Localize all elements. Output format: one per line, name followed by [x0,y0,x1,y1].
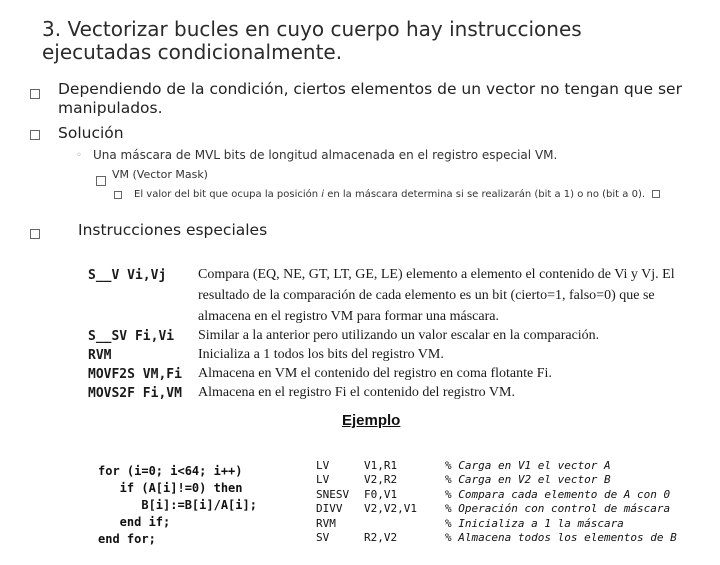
asm-comment: % Inicializa a 1 la máscara [445,516,624,530]
instruction-desc-line: almacena en el registro VM para formar una máscara. [198,309,499,324]
asm-arg: F0,V1 [364,487,398,501]
bit-text-i: i [321,189,325,200]
code-line: B[i]:=B[i]/A[i]; [98,498,257,512]
asm-comment: % Carga en V2 el vector B [445,473,611,486]
code-line: for (i=0; i<64; i++) [98,464,243,478]
bullet-icon [30,226,46,241]
sub-bullet-mask: Una máscara de MVL bits de longitud almacenada en el registro especial VM. [93,148,558,162]
asm-op: DIVV [316,502,343,515]
bullet-icon [30,86,46,101]
code-line: end if; [98,515,171,529]
instruction-cmd: S__SV Fi,Vi [88,329,175,344]
asm-comment: % Compara cada elemento de A con 0 [445,487,671,501]
square-icon [652,190,660,198]
asm-arg: R2,V2 [364,531,398,544]
instruction-cmd: S__V Vi,Vj [88,268,167,283]
instruction-desc-line: Compara (EQ, NE, GT, LT, GE, LE) elemento a elemento el contenido de Vi y Vj. El [198,267,675,282]
code-line: if (A[i]!=0) then [98,481,243,495]
asm-op: LV [316,473,330,486]
asm-op: RVM [316,516,336,530]
bit-text-b: en la máscara determina si se realizarán (bit a 1) o no (bit a 0). [324,189,646,200]
instruction-row [86,382,690,404]
bullet-icon [30,127,46,142]
instruction-desc-line: Inicializa a 1 todos los bits del registro VM. [198,347,444,362]
asm-arg: V2,R2 [364,473,398,486]
instruction-desc-line: Similar a la anterior pero utilizando un valor escalar en la comparación. [198,328,600,343]
bullet-solution: Solución [58,124,124,142]
instruction-cmd: MOVF2S VM,Fi [88,367,182,382]
asm-comments [445,444,717,560]
instruction-desc-line: resultado de la comparación de cada elemento es un bit (cierto=1, falso=0) que se [198,288,655,303]
asm-ops [316,444,349,560]
example-code [98,446,257,565]
slide-title: 3. Vectorizar bucles en cuyo cuerpo hay instrucciones ejecutadas condicionalmente. [42,17,582,64]
example-title: Ejemplo [342,412,401,429]
subsubsub-bullet-icon [114,190,128,199]
instruction-desc-line: Almacena en el registro Fi el contenido del registro VM. [198,385,515,400]
asm-args [364,444,417,560]
subsubsub-bullet-bit [134,188,679,201]
asm-arg: V1,R1 [364,458,398,472]
asm-comment: % Almacena todos los elementos de B [445,531,677,544]
instruction-desc-line: Almacena en VM el contenido del registro en coma flotante Fi. [198,366,552,381]
subsub-bullet-icon [96,170,112,189]
asm-comment: % Carga en V1 el vector A [445,458,611,472]
bullet-special-instructions: Instrucciones especiales [78,221,268,239]
asm-arg: V2,V2,V1 [364,502,417,515]
instruction-row [86,264,690,330]
asm-op: SV [316,531,330,544]
asm-op: LV [316,458,330,472]
instruction-cmd: MOVS2F Fi,VM [88,386,182,401]
asm-arg [364,517,417,532]
subsub-bullet-vm: VM (Vector Mask) [112,168,208,181]
code-line: end for; [98,532,156,546]
bit-text-a: El valor del bit que ocupa la posición [134,189,322,200]
bullet-condition: Dependiendo de la condición, ciertos elementos de un vector no tengan que ser manipulados. [58,80,682,117]
sub-bullet-icon: ◦ [76,150,82,161]
asm-op: SNESV [316,487,350,501]
instruction-cmd: RVM [88,348,112,363]
asm-comment: % Operación con control de máscara [445,502,671,515]
